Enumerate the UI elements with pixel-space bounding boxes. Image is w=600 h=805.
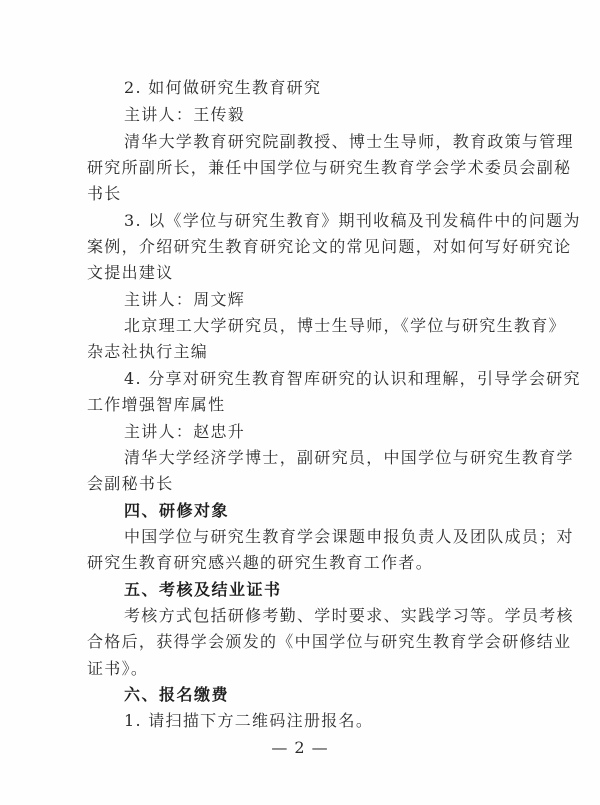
audience-text-line-1: 中国学位与研究生教育学会课题申报负责人及团队成员；对 <box>124 527 574 546</box>
speaker-1-bio-line-2: 研究所副所长，兼任中国学位与研究生教育学会学术委员会副秘 <box>87 158 572 177</box>
speaker-2-bio-line-1: 北京理工大学研究员，博士生导师，《学位与研究生教育》 <box>124 316 566 335</box>
speaker-1-label: 主讲人：王传毅 <box>124 105 246 124</box>
section-item-3-title-line-2: 案例，介绍研究生教育研究论文的常见问题，对如何写好研究论 <box>87 237 572 256</box>
heading-research-audience: 四、研修对象 <box>124 501 230 520</box>
page-number: — 2 — <box>271 738 329 757</box>
assessment-text-line-3: 证书》。 <box>87 659 149 678</box>
speaker-3-label: 主讲人：赵忠升 <box>124 422 246 441</box>
section-item-3-title-line-1: 3. 以《学位与研究生教育》期刊收稿及刊发稿件中的问题为 <box>124 211 581 230</box>
assessment-text-line-1: 考核方式包括研修考勤、学时要求、实践学习等。学员考核 <box>124 606 574 625</box>
section-item-4-title-line-1: 4. 分享对研究生教育智库研究的认识和理解，引导学会研究 <box>124 369 581 388</box>
speaker-2-label: 主讲人：周文辉 <box>124 290 246 309</box>
speaker-1-bio-line-3: 书长 <box>87 184 122 203</box>
speaker-3-bio-line-2: 会副秘书长 <box>87 474 174 493</box>
section-item-3-title-line-3: 文提出建议 <box>87 263 174 282</box>
registration-step-1: 1. 请扫描下方二维码注册报名。 <box>124 711 374 730</box>
speaker-3-bio-line-1: 清华大学经济学博士，副研究员，中国学位与研究生教育学 <box>124 448 574 467</box>
speaker-2-bio-line-2: 杂志社执行主编 <box>87 342 209 361</box>
audience-text-line-2: 研究生教育研究感兴趣的研究生教育工作者。 <box>87 553 434 572</box>
section-item-2-title: 2. 如何做研究生教育研究 <box>124 78 322 97</box>
speaker-1-bio-line-1: 清华大学教育研究院副教授、博士生导师，教育政策与管理 <box>124 132 574 151</box>
heading-assessment-certificate: 五、考核及结业证书 <box>124 580 282 599</box>
section-item-4-title-line-2: 工作增强智库属性 <box>87 395 226 414</box>
assessment-text-line-2: 合格后，获得学会颁发的《中国学位与研究生教育学会研修结业 <box>87 632 572 651</box>
heading-registration-fees: 六、报名缴费 <box>124 685 230 704</box>
